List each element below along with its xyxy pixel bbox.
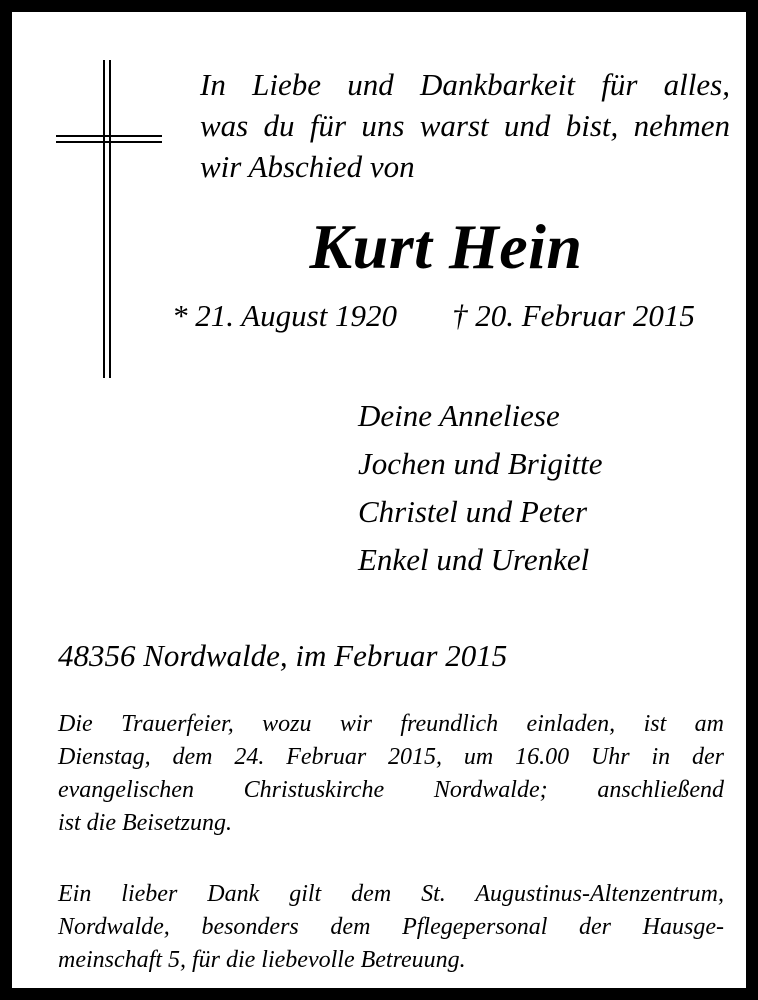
paragraph-line: Dienstag, dem 24. Februar 2015, um 16.00 Uhr in der [58,744,724,770]
intro-text [200,64,730,187]
place-date: 48356 Nordwalde, im Februar 2015 [58,638,508,673]
paragraph-line: Ein lieber Dank gilt dem St. Augustinus-Altenzentrum, [58,881,724,907]
mourner: Jochen und Brigitte [358,446,603,481]
paragraph-line: Die Trauerfeier, wozu wir freundlich einladen, ist am [58,711,724,737]
death-date: † 20. Februar 2015 [452,298,695,333]
funeral-paragraph [58,708,724,840]
intro-line: In Liebe und Dankbarkeit für alles, [200,67,730,102]
mourners-list [358,392,603,584]
paragraph-line: Nordwalde, besonders dem Pflegepersonal der Hausge- [58,914,724,940]
birth-date: * 21. August 1920 [172,298,398,333]
mourner: Enkel und Urenkel [358,542,590,577]
mourner: Christel und Peter [358,494,588,529]
paragraph-line: meinschaft 5, für die liebevolle Betreuung. [58,947,466,973]
paragraph-line: ist die Beisetzung. [58,810,232,836]
deceased-name: Kurt Hein [309,211,583,282]
intro-line: wir Abschied von [200,149,415,184]
mourner: Deine Anneliese [358,398,560,433]
paragraph-line: evangelischen Christuskirche Nordwalde; anschließend [58,777,724,803]
intro-line: was du für uns warst und bist, nehmen [200,108,730,143]
thanks-paragraph [58,878,724,977]
